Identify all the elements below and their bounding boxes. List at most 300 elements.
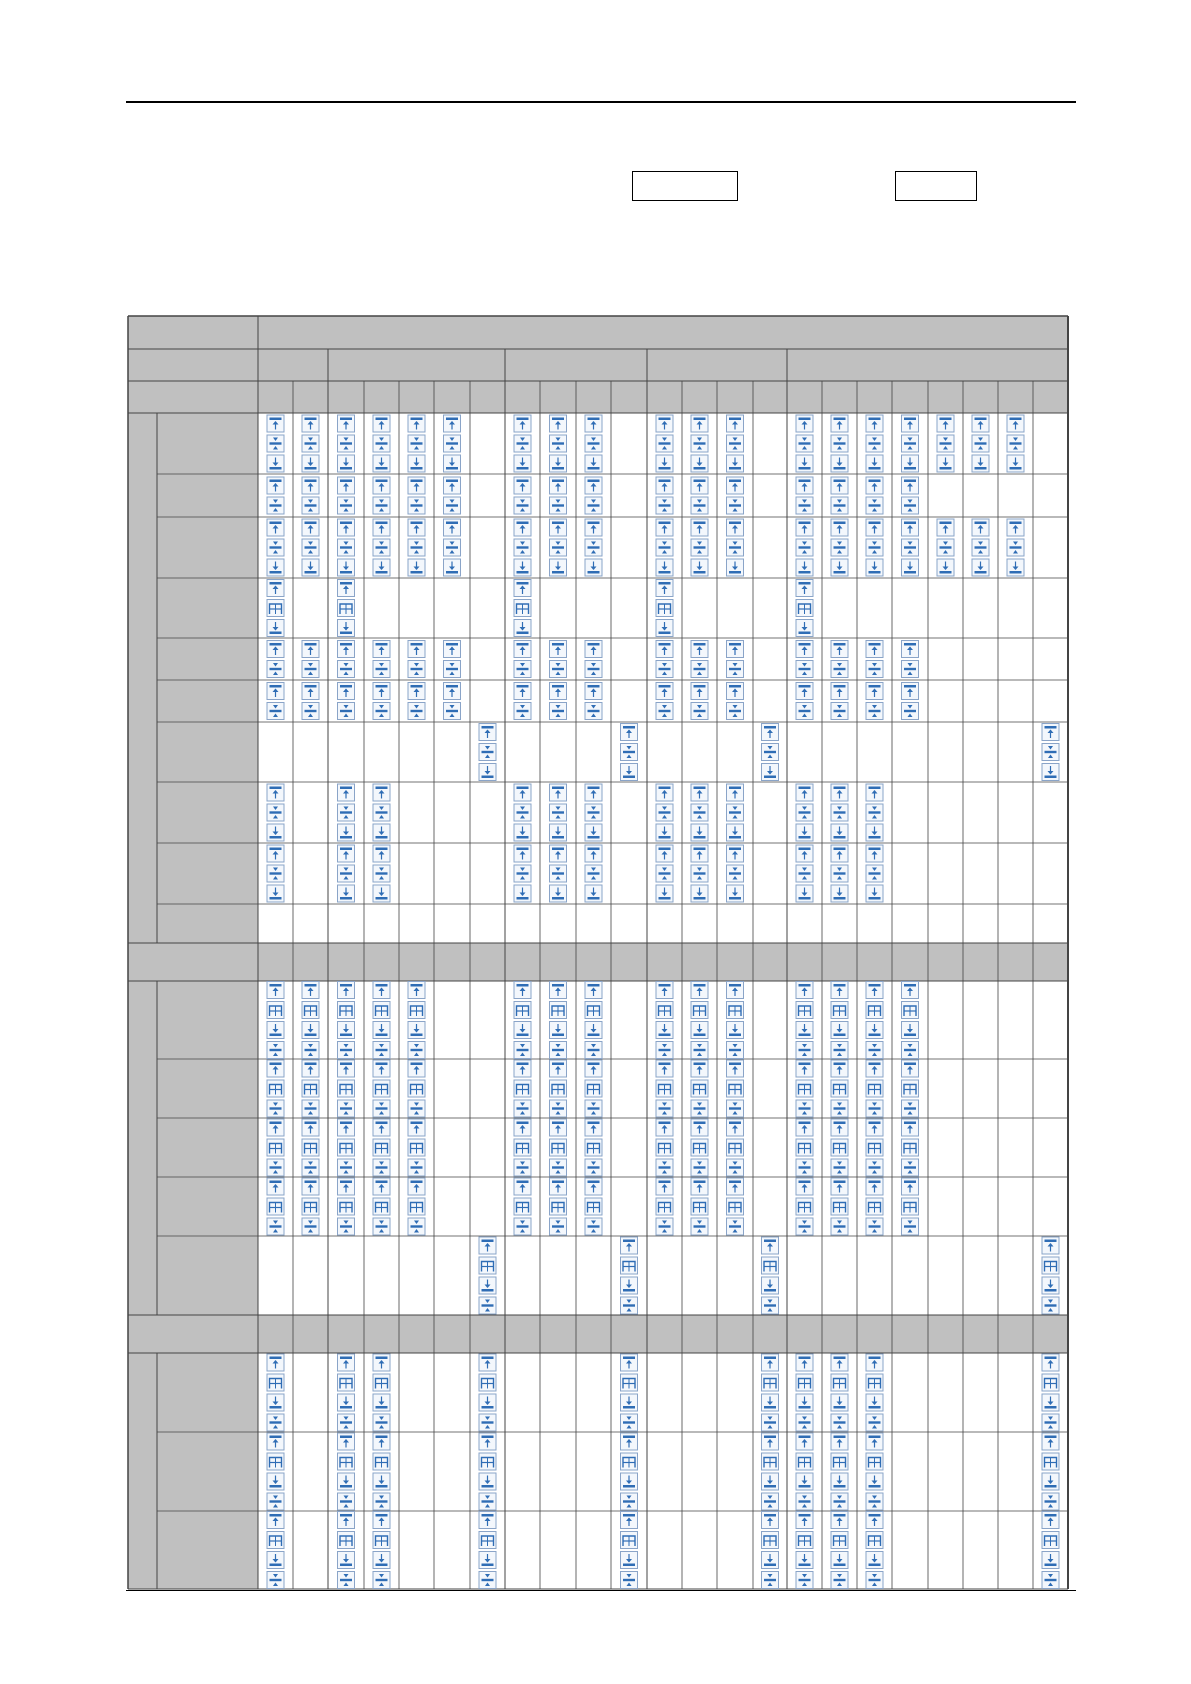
align-bottom-icon — [796, 1022, 813, 1039]
align-middle-icon — [796, 1572, 813, 1589]
shelf-rack-icon — [831, 1080, 848, 1097]
shelf-rack-icon — [302, 1198, 319, 1215]
align-middle-icon — [444, 703, 461, 720]
align-bottom-icon — [585, 1022, 602, 1039]
align-middle-icon — [656, 539, 673, 556]
shelf-rack-icon — [338, 1453, 355, 1470]
align-bottom-icon — [796, 1473, 813, 1490]
align-middle-icon — [302, 435, 319, 452]
align-middle-icon — [691, 435, 708, 452]
align-bottom-icon — [408, 559, 425, 576]
align-middle-icon — [514, 661, 531, 678]
align-top-icon — [656, 1060, 673, 1077]
align-top-icon — [302, 1178, 319, 1195]
align-bottom-icon — [514, 455, 531, 472]
align-top-icon — [866, 683, 883, 700]
align-middle-icon — [727, 703, 744, 720]
align-bottom-icon — [902, 455, 919, 472]
align-top-icon — [691, 982, 708, 999]
align-middle-icon — [585, 435, 602, 452]
align-top-icon — [585, 784, 602, 801]
align-bottom-icon — [338, 1022, 355, 1039]
align-middle-icon — [691, 497, 708, 514]
align-top-icon — [796, 415, 813, 432]
align-top-icon — [727, 477, 744, 494]
align-bottom-icon — [866, 824, 883, 841]
align-middle-icon — [656, 661, 673, 678]
align-top-icon — [691, 519, 708, 536]
align-middle-icon — [902, 703, 919, 720]
row-label-cell — [157, 474, 258, 517]
shelf-rack-icon — [267, 1198, 284, 1215]
align-top-icon — [656, 845, 673, 862]
align-top-icon — [338, 415, 355, 432]
align-top-icon — [1042, 1354, 1059, 1371]
align-top-icon — [656, 982, 673, 999]
align-bottom-icon — [550, 559, 567, 576]
align-middle-icon — [338, 497, 355, 514]
align-middle-icon — [514, 539, 531, 556]
align-bottom-icon — [373, 824, 390, 841]
align-top-icon — [302, 519, 319, 536]
align-middle-icon — [796, 435, 813, 452]
align-bottom-icon — [762, 1473, 779, 1490]
align-top-icon — [866, 415, 883, 432]
row-label-cell — [157, 638, 258, 680]
align-bottom-icon — [267, 885, 284, 902]
align-bottom-icon — [514, 885, 531, 902]
align-middle-icon — [267, 435, 284, 452]
align-middle-icon — [444, 661, 461, 678]
align-top-icon — [796, 845, 813, 862]
align-middle-icon — [267, 1218, 284, 1235]
align-top-icon — [656, 580, 673, 597]
align-top-icon — [691, 641, 708, 658]
shelf-rack-icon — [727, 1080, 744, 1097]
align-top-icon — [831, 415, 848, 432]
align-middle-icon — [267, 703, 284, 720]
align-top-icon — [656, 641, 673, 658]
shelf-rack-icon — [866, 1080, 883, 1097]
shelf-rack-icon — [831, 1453, 848, 1470]
align-top-icon — [267, 1178, 284, 1195]
align-bottom-icon — [656, 455, 673, 472]
align-middle-icon — [831, 661, 848, 678]
footer-rule — [126, 1590, 1076, 1591]
align-top-icon — [902, 683, 919, 700]
align-middle-icon — [373, 703, 390, 720]
align-top-icon — [796, 580, 813, 597]
align-top-icon — [1042, 1433, 1059, 1450]
align-top-icon — [831, 477, 848, 494]
align-middle-icon — [972, 435, 989, 452]
align-middle-icon — [1042, 1414, 1059, 1431]
align-top-icon — [338, 519, 355, 536]
align-middle-icon — [514, 1100, 531, 1117]
align-middle-icon — [479, 1493, 496, 1510]
align-middle-icon — [585, 539, 602, 556]
align-top-icon — [831, 1512, 848, 1529]
align-middle-icon — [373, 1414, 390, 1431]
align-top-icon — [866, 519, 883, 536]
align-middle-icon — [514, 1042, 531, 1059]
align-bottom-icon — [796, 1394, 813, 1411]
shelf-rack-icon — [831, 1198, 848, 1215]
align-bottom-icon — [866, 1394, 883, 1411]
align-middle-icon — [621, 744, 638, 761]
align-top-icon — [727, 683, 744, 700]
align-top-icon — [267, 415, 284, 432]
align-bottom-icon — [550, 885, 567, 902]
align-middle-icon — [762, 1493, 779, 1510]
align-middle-icon — [727, 1218, 744, 1235]
align-top-icon — [408, 519, 425, 536]
shelf-rack-icon — [408, 1198, 425, 1215]
align-middle-icon — [267, 497, 284, 514]
align-top-icon — [902, 1060, 919, 1077]
align-bottom-icon — [373, 1022, 390, 1039]
align-middle-icon — [408, 435, 425, 452]
align-top-icon — [373, 784, 390, 801]
align-middle-icon — [796, 1042, 813, 1059]
shelf-rack-icon — [691, 1080, 708, 1097]
align-top-icon — [550, 477, 567, 494]
shelf-rack-icon — [796, 1198, 813, 1215]
align-middle-icon — [550, 1042, 567, 1059]
align-middle-icon — [866, 1572, 883, 1589]
align-top-icon — [691, 1119, 708, 1136]
align-top-icon — [302, 1119, 319, 1136]
align-middle-icon — [550, 539, 567, 556]
align-middle-icon — [656, 497, 673, 514]
align-bottom-icon — [831, 1394, 848, 1411]
align-bottom-icon — [1042, 1473, 1059, 1490]
align-bottom-icon — [338, 1552, 355, 1569]
align-middle-icon — [514, 703, 531, 720]
align-middle-icon — [1007, 435, 1024, 452]
align-middle-icon — [302, 1218, 319, 1235]
align-top-icon — [902, 415, 919, 432]
align-top-icon — [302, 641, 319, 658]
align-top-icon — [514, 641, 531, 658]
align-top-icon — [656, 784, 673, 801]
align-middle-icon — [866, 1100, 883, 1117]
align-top-icon — [585, 477, 602, 494]
align-bottom-icon — [762, 1277, 779, 1294]
align-middle-icon — [691, 661, 708, 678]
shelf-rack-icon — [585, 1002, 602, 1019]
shelf-rack-icon — [762, 1374, 779, 1391]
align-bottom-icon — [866, 1473, 883, 1490]
shelf-rack-icon — [514, 1080, 531, 1097]
align-middle-icon — [408, 661, 425, 678]
align-bottom-icon — [585, 824, 602, 841]
align-middle-icon — [866, 865, 883, 882]
shelf-rack-icon — [585, 1198, 602, 1215]
align-middle-icon — [727, 1042, 744, 1059]
align-top-icon — [373, 477, 390, 494]
shelf-rack-icon — [762, 1532, 779, 1549]
align-top-icon — [691, 784, 708, 801]
align-top-icon — [902, 1178, 919, 1195]
align-middle-icon — [302, 703, 319, 720]
align-bottom-icon — [762, 764, 779, 781]
align-top-icon — [621, 1237, 638, 1254]
align-bottom-icon — [621, 1473, 638, 1490]
align-middle-icon — [656, 1218, 673, 1235]
align-middle-icon — [444, 497, 461, 514]
align-middle-icon — [831, 1042, 848, 1059]
align-bottom-icon — [444, 559, 461, 576]
align-bottom-icon — [338, 885, 355, 902]
align-bottom-icon — [338, 824, 355, 841]
align-bottom-icon — [902, 559, 919, 576]
align-bottom-icon — [585, 559, 602, 576]
shelf-rack-icon — [796, 1374, 813, 1391]
align-bottom-icon — [338, 620, 355, 637]
align-bottom-icon — [550, 824, 567, 841]
shelf-rack-icon — [514, 1198, 531, 1215]
shelf-rack-icon — [656, 1002, 673, 1019]
row-label-cell — [157, 981, 258, 1059]
align-bottom-icon — [373, 885, 390, 902]
align-top-icon — [338, 1060, 355, 1077]
align-top-icon — [444, 641, 461, 658]
shelf-rack-icon — [373, 1532, 390, 1549]
align-bottom-icon — [727, 1022, 744, 1039]
shelf-rack-icon — [302, 1002, 319, 1019]
section-header-band — [128, 1315, 1068, 1353]
align-bottom-icon — [727, 455, 744, 472]
shelf-rack-icon — [656, 600, 673, 617]
section-header-band — [128, 943, 1068, 981]
section-side-label — [128, 1353, 157, 1589]
align-top-icon — [267, 683, 284, 700]
align-top-icon — [831, 845, 848, 862]
align-middle-icon — [866, 1218, 883, 1235]
align-top-icon — [727, 784, 744, 801]
align-top-icon — [727, 415, 744, 432]
align-middle-icon — [902, 1042, 919, 1059]
align-top-icon — [373, 1119, 390, 1136]
align-bottom-icon — [267, 1473, 284, 1490]
align-top-icon — [267, 580, 284, 597]
align-middle-icon — [514, 1218, 531, 1235]
align-top-icon — [691, 683, 708, 700]
align-middle-icon — [727, 865, 744, 882]
align-bottom-icon — [267, 824, 284, 841]
align-top-icon — [479, 1237, 496, 1254]
shelf-rack-icon — [338, 1532, 355, 1549]
shelf-rack-icon — [621, 1374, 638, 1391]
align-middle-icon — [866, 703, 883, 720]
shelf-rack-icon — [902, 1198, 919, 1215]
align-bottom-icon — [479, 764, 496, 781]
align-middle-icon — [338, 1572, 355, 1589]
align-middle-icon — [796, 1414, 813, 1431]
align-bottom-icon — [1042, 1394, 1059, 1411]
align-top-icon — [479, 724, 496, 741]
shelf-rack-icon — [267, 1532, 284, 1549]
align-bottom-icon — [1042, 1277, 1059, 1294]
align-top-icon — [408, 1119, 425, 1136]
align-top-icon — [727, 519, 744, 536]
row-label-cell — [157, 1353, 258, 1432]
align-middle-icon — [656, 1100, 673, 1117]
align-top-icon — [656, 1119, 673, 1136]
align-top-icon — [302, 415, 319, 432]
align-bottom-icon — [727, 559, 744, 576]
align-middle-icon — [831, 1159, 848, 1176]
align-top-icon — [479, 1354, 496, 1371]
shelf-rack-icon — [691, 1002, 708, 1019]
align-middle-icon — [831, 703, 848, 720]
align-top-icon — [550, 415, 567, 432]
shelf-rack-icon — [1042, 1257, 1059, 1274]
align-top-icon — [338, 1354, 355, 1371]
align-top-icon — [656, 415, 673, 432]
align-top-icon — [408, 1060, 425, 1077]
align-top-icon — [267, 519, 284, 536]
align-bottom-icon — [937, 559, 954, 576]
shelf-rack-icon — [796, 1453, 813, 1470]
align-top-icon — [444, 519, 461, 536]
align-middle-icon — [373, 435, 390, 452]
align-bottom-icon — [866, 1552, 883, 1569]
align-middle-icon — [727, 661, 744, 678]
align-top-icon — [338, 1178, 355, 1195]
align-top-icon — [373, 683, 390, 700]
align-top-icon — [762, 724, 779, 741]
align-bottom-icon — [621, 1394, 638, 1411]
align-bottom-icon — [444, 455, 461, 472]
align-middle-icon — [691, 1159, 708, 1176]
align-top-icon — [621, 1354, 638, 1371]
header-title-band — [258, 316, 1068, 349]
align-top-icon — [1042, 1237, 1059, 1254]
align-top-icon — [267, 1119, 284, 1136]
align-top-icon — [585, 415, 602, 432]
align-bottom-icon — [267, 1394, 284, 1411]
align-top-icon — [866, 982, 883, 999]
align-middle-icon — [373, 804, 390, 821]
align-top-icon — [514, 519, 531, 536]
align-middle-icon — [302, 661, 319, 678]
align-bottom-icon — [866, 559, 883, 576]
align-top-icon — [866, 1354, 883, 1371]
align-top-icon — [550, 982, 567, 999]
align-top-icon — [796, 477, 813, 494]
shelf-rack-icon — [762, 1453, 779, 1470]
align-middle-icon — [1042, 1572, 1059, 1589]
shelf-rack-icon — [550, 1080, 567, 1097]
align-top-icon — [727, 1060, 744, 1077]
align-top-icon — [831, 1060, 848, 1077]
align-bottom-icon — [831, 885, 848, 902]
align-middle-icon — [866, 539, 883, 556]
align-top-icon — [691, 1178, 708, 1195]
align-middle-icon — [866, 1159, 883, 1176]
align-top-icon — [267, 1433, 284, 1450]
align-bottom-icon — [585, 885, 602, 902]
row-label-cell — [157, 1059, 258, 1118]
align-middle-icon — [267, 1572, 284, 1589]
align-middle-icon — [338, 1493, 355, 1510]
shelf-rack-icon — [727, 1198, 744, 1215]
align-middle-icon — [338, 1414, 355, 1431]
row-label-cell — [157, 1511, 258, 1589]
align-middle-icon — [302, 1100, 319, 1117]
shelf-rack-icon — [762, 1257, 779, 1274]
align-middle-icon — [727, 497, 744, 514]
align-bottom-icon — [373, 1552, 390, 1569]
align-bottom-icon — [691, 885, 708, 902]
align-middle-icon — [656, 804, 673, 821]
align-top-icon — [902, 982, 919, 999]
align-top-icon — [831, 1178, 848, 1195]
align-top-icon — [796, 641, 813, 658]
align-middle-icon — [267, 1493, 284, 1510]
align-middle-icon — [796, 703, 813, 720]
align-top-icon — [866, 845, 883, 862]
align-middle-icon — [831, 1100, 848, 1117]
align-middle-icon — [550, 1159, 567, 1176]
align-middle-icon — [902, 1100, 919, 1117]
shelf-rack-icon — [338, 1139, 355, 1156]
shelf-rack-icon — [550, 1002, 567, 1019]
align-top-icon — [762, 1354, 779, 1371]
align-bottom-icon — [866, 455, 883, 472]
align-bottom-icon — [302, 559, 319, 576]
align-middle-icon — [585, 1100, 602, 1117]
align-middle-icon — [373, 1042, 390, 1059]
align-top-icon — [550, 519, 567, 536]
align-bottom-icon — [796, 1552, 813, 1569]
align-top-icon — [267, 477, 284, 494]
align-top-icon — [302, 477, 319, 494]
align-bottom-icon — [373, 1473, 390, 1490]
align-middle-icon — [267, 1414, 284, 1431]
align-top-icon — [866, 641, 883, 658]
align-top-icon — [866, 784, 883, 801]
row-label-cell — [157, 413, 258, 474]
align-bottom-icon — [479, 1277, 496, 1294]
align-bottom-icon — [338, 1394, 355, 1411]
align-middle-icon — [550, 1218, 567, 1235]
align-middle-icon — [338, 1159, 355, 1176]
align-bottom-icon — [831, 455, 848, 472]
align-middle-icon — [585, 804, 602, 821]
align-middle-icon — [691, 1042, 708, 1059]
align-bottom-icon — [1007, 559, 1024, 576]
align-top-icon — [937, 415, 954, 432]
align-middle-icon — [514, 804, 531, 821]
align-bottom-icon — [1042, 1552, 1059, 1569]
align-middle-icon — [585, 1159, 602, 1176]
align-top-icon — [937, 519, 954, 536]
align-middle-icon — [267, 804, 284, 821]
align-top-icon — [831, 683, 848, 700]
row-label-cell — [157, 680, 258, 722]
align-middle-icon — [727, 539, 744, 556]
shelf-rack-icon — [621, 1257, 638, 1274]
align-middle-icon — [373, 1159, 390, 1176]
align-top-icon — [373, 1512, 390, 1529]
align-middle-icon — [762, 744, 779, 761]
align-middle-icon — [550, 804, 567, 821]
align-top-icon — [550, 1060, 567, 1077]
align-top-icon — [866, 1119, 883, 1136]
